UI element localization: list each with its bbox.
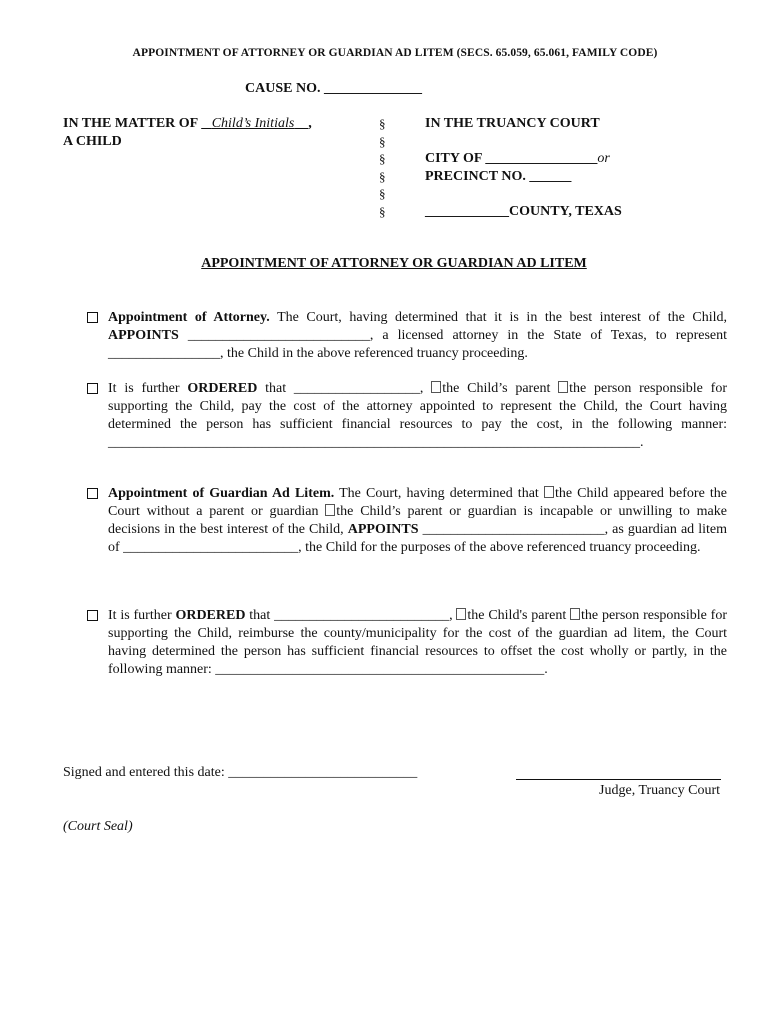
section-symbol: §: [379, 186, 386, 202]
attorney-heading: Appointment of Attorney.: [108, 310, 270, 325]
section-symbol: §: [379, 203, 386, 219]
guardian-cost-paragraph: [87, 607, 727, 679]
parent-incapable-option-checkbox[interactable]: [325, 504, 335, 516]
form-header-title: APPOINTMENT OF ATTORNEY OR GUARDIAN AD LITEM (SECS. 65.059, 65.061, FAMILY CODE): [132, 47, 658, 59]
a-child-label: A CHILD: [63, 134, 122, 149]
parent-option-checkbox[interactable]: [431, 381, 441, 393]
parent-option-checkbox[interactable]: [456, 608, 466, 620]
parent-incapable-option-label: the Child’s parent or guardian is incapable or unwilling to make decisions in the best interest of the Child,: [108, 504, 727, 537]
section-title: APPOINTMENT OF ATTORNEY OR GUARDIAN AD LITEM: [201, 256, 587, 271]
city-or: or: [597, 151, 610, 166]
attorney-cost-paragraph: [87, 380, 727, 452]
city-field[interactable]: CITY OF ________________: [425, 151, 598, 166]
attorney-text: The Court, having determined that it is in the best interest of the Child,: [269, 310, 727, 325]
attorney-appointment-paragraph: [87, 309, 727, 363]
ordered-label: ORDERED: [175, 608, 246, 623]
responsible-person-option-checkbox[interactable]: [570, 608, 580, 620]
cause-number-field[interactable]: CAUSE NO. ______________: [245, 81, 422, 96]
attorney-appointment-checkbox[interactable]: [87, 312, 98, 323]
guardian-heading: Appointment of Guardian Ad Litem.: [108, 486, 335, 501]
attorney-text-fields[interactable]: __________________________, a licensed attorney in the State of Texas, to represent ________________, the Child in the above referenced truancy proceeding.: [108, 328, 727, 361]
section-symbol: §: [379, 116, 386, 131]
guardian-appointment-paragraph: [87, 485, 727, 557]
ordered-prefix: It is further: [108, 608, 176, 623]
guardian-cost-checkbox[interactable]: [87, 610, 98, 621]
parent-option-label: the Child's parent: [467, 608, 571, 623]
parent-option-label: the Child’s parent: [442, 381, 559, 396]
court-seal-label: (Court Seal): [63, 819, 133, 834]
guardian-appointment-checkbox[interactable]: [87, 488, 98, 499]
childs-initials-field[interactable]: [201, 116, 308, 131]
court-name: IN THE TRUANCY COURT: [425, 116, 600, 131]
no-parent-option-checkbox[interactable]: [544, 486, 554, 498]
judge-signature-line[interactable]: [516, 765, 721, 780]
precinct-field[interactable]: PRECINCT NO. ______: [425, 169, 572, 184]
responsible-person-option-text[interactable]: the person responsible for supporting the Child, pay the cost of the attorney appointed to represent the Child, the Court having determined the person has sufficient financial resources to pay the cost, in the following manner: ____________________________________________________________________________.: [108, 381, 727, 450]
section-symbol: §: [379, 133, 386, 149]
caption-matter: IN THE MATTER OF Child’s Initials , A CHILD: [63, 116, 312, 149]
responsible-person-option-checkbox[interactable]: [558, 381, 568, 393]
section-symbol: §: [379, 168, 386, 184]
ordered-label: ORDERED: [187, 381, 258, 396]
childs-initials-label: Child’s Initials: [211, 116, 295, 131]
section-symbol-column: [379, 115, 386, 221]
appoints-label: APPOINTS: [108, 328, 179, 343]
judge-label: Judge, Truancy Court: [599, 783, 720, 798]
attorney-cost-checkbox[interactable]: [87, 383, 98, 394]
appoints-label: APPOINTS: [347, 522, 419, 537]
matter-prefix: IN THE MATTER OF: [63, 116, 198, 131]
signed-date-field[interactable]: Signed and entered this date: ___________________________: [63, 765, 418, 780]
section-symbol: §: [379, 151, 386, 167]
guardian-text: The Court, having determined that: [334, 486, 544, 501]
county-field[interactable]: ____________COUNTY, TEXAS: [425, 204, 622, 219]
responsible-person-option-text[interactable]: the person responsible for supporting the Child, reimburse the county/municipality for the cost of the guardian ad litem, the Court having determined the person has sufficient financial resources to offset the cost wholly or partly, in the following manner: _______________________________________________.: [108, 608, 727, 677]
payer-name-field[interactable]: that __________________,: [257, 381, 432, 396]
reimburser-name-field[interactable]: that _________________________,: [245, 608, 457, 623]
ordered-prefix: It is further: [108, 381, 188, 396]
no-parent-option-label: the Child appeared before the Court without a parent or guardian: [108, 486, 728, 519]
caption-court: [425, 115, 622, 221]
guardian-text-fields[interactable]: __________________________, as guardian ad litem of _________________________, the Child for the purposes of the above referenced truancy proceeding.: [108, 522, 727, 555]
